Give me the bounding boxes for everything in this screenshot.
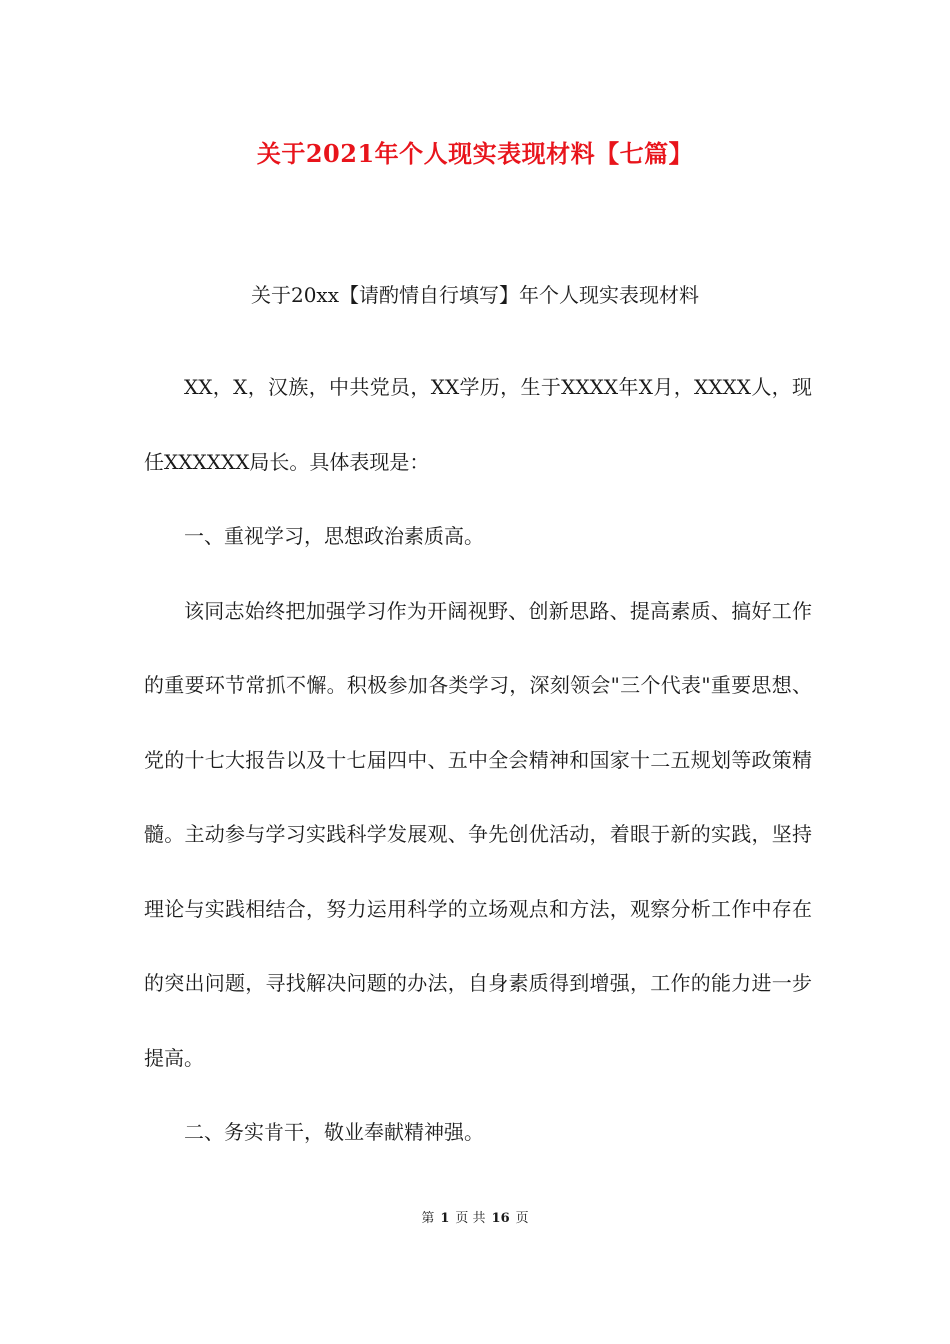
paragraph-intro: XX，X，汉族，中共党员，XX学历，生于XXXX年X月，XXXX人，现任XXXXXX局长。具体表现是： <box>144 375 812 474</box>
footer-total-pages: 16 <box>491 1211 510 1226</box>
footer-mid: 页 共 <box>455 1211 486 1226</box>
footer-suffix: 页 <box>515 1211 529 1226</box>
paragraph-heading-2: 二、务实肯干，敬业奉献精神强。 <box>184 1120 484 1144</box>
footer-current-page: 1 <box>440 1211 450 1226</box>
paragraph-heading-1: 一、重视学习，思想政治素质高。 <box>184 524 484 548</box>
document-title: 关于2021年个人现实表现材料【七篇】 <box>256 139 694 168</box>
footer-prefix: 第 <box>421 1211 435 1226</box>
document-subtitle: 关于20xx【请酌情自行填写】年个人现实表现材料 <box>250 283 699 307</box>
page-footer <box>0 1208 950 1230</box>
paragraph-study: 该同志始终把加强学习作为开阔视野、创新思路、提高素质、搞好工作的重要环节常抓不懈。积极参加各类学习，深刻领会"三个代表"重要思想、党的十七大报告以及十七届四中、五中全会精神和国家十二五规划等政策精髓。主动参与学习实践科学发展观、争先创优活动，着眼于新的实践，坚持理论与实践相结合，努力运用科学的立场观点和方法，观察分析工作中存在的突出问题，寻找解决问题的办法，自身素质得到增强，工作的能力进一步提高。 <box>144 598 812 1070</box>
document-body <box>144 350 812 1170</box>
